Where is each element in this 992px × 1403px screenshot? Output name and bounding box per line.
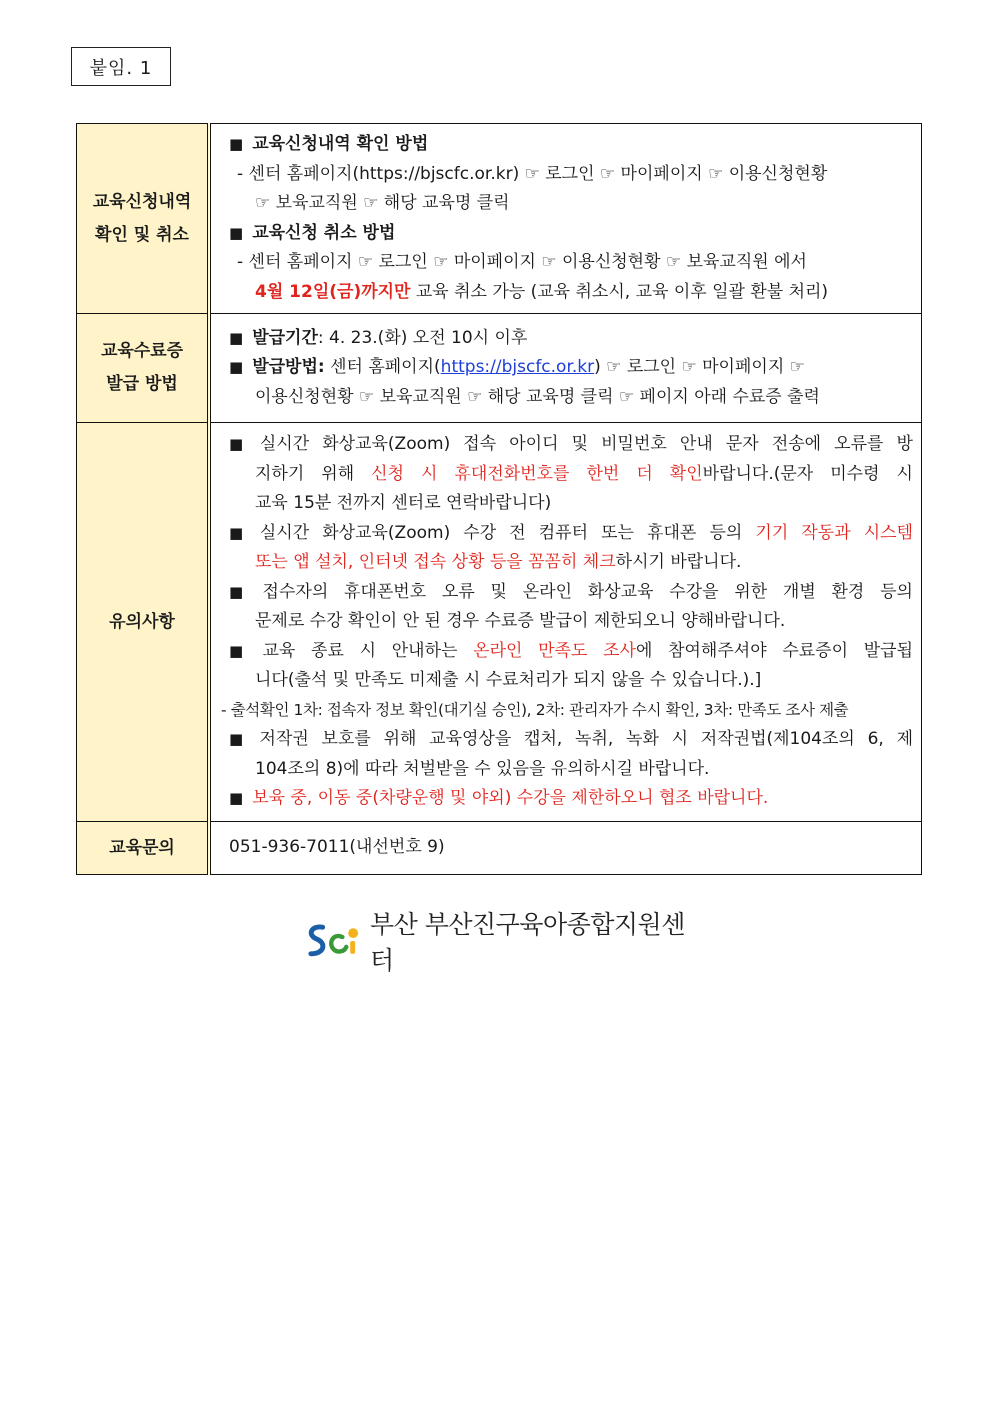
text-segment: 교육 종료 시 안내하는 xyxy=(262,640,474,661)
emphasis-text: 보육 중, 이동 중(차량운행 및 야외) 수강을 제한하오니 협조 바랍니다. xyxy=(252,788,769,809)
row-body-certificate xyxy=(209,314,922,423)
text-segment: 실시간 화상교육(Zoom) 접속 아이디 및 비밀번호 안내 문자 전송에 오류를 방 xyxy=(259,434,913,455)
center-name: 부산 부산진구육아종합지원센터 xyxy=(369,910,685,975)
bullet-square: ■ xyxy=(229,730,251,749)
info-table xyxy=(76,123,922,875)
section-title: 교육신청 취소 방법 xyxy=(252,222,396,243)
text-segment: 실시간 화상교육(Zoom) 수강 전 컴퓨터 또는 휴대폰 등의 xyxy=(259,522,756,543)
table-row xyxy=(77,124,922,314)
homepage-link[interactable]: https://bjscfc.or.kr xyxy=(440,357,595,378)
emphasis-text: 기기 작동과 시스템 xyxy=(755,522,913,543)
text-segment: ) ☞ 로그인 ☞ 마이페이지 ☞ xyxy=(594,357,805,378)
text-line: ☞ 보육교직원 ☞ 해당 교육명 클릭 xyxy=(255,193,510,213)
row-header-line: 교육수료증 xyxy=(100,341,184,361)
text-segment: 하시기 바랍니다. xyxy=(615,552,742,573)
bullet-square: ■ xyxy=(229,641,254,660)
row-header-inquiry xyxy=(77,822,210,875)
text-line: 교육 15분 전까지 센터로 연락바랍니다) xyxy=(255,493,552,514)
cancel-deadline: 4월 12일(금)까지만 xyxy=(255,281,411,302)
text-line: 교육 취소 가능 (교육 취소시, 교육 이후 일괄 환불 처리) xyxy=(410,281,829,302)
bullet-square: ■ xyxy=(229,135,244,153)
row-header-line: 발급 방법 xyxy=(106,374,178,394)
text-segment: 지하기 위해 xyxy=(255,463,372,484)
text-line: 104조의 8)에 따라 처벌받을 수 있음을 유의하시길 바랍니다. xyxy=(255,758,710,779)
bullet-square: ■ xyxy=(229,223,244,242)
center-logo-icon xyxy=(303,921,366,961)
text-segment: 저작권 보호를 위해 교육영상을 캡처, 녹취, 녹화 시 저작권법(제104조의 6, 제 xyxy=(259,729,913,750)
row-header-line: 확인 및 취소 xyxy=(95,224,189,245)
issue-period-label: 발급기간 xyxy=(252,327,318,348)
text-segment: 센터 홈페이지( xyxy=(324,357,441,378)
issue-method-label: 발급방법: xyxy=(252,357,325,378)
text-line: 니다(출석 및 만족도 미제출 시 수료처리가 되지 않을 수 있습니다.).] xyxy=(255,670,762,691)
emphasis-text: 신청 시 휴대전화번호를 한번 더 확인 xyxy=(371,463,703,484)
bullet-square: ■ xyxy=(229,328,244,347)
section-title: 교육신청내역 확인 방법 xyxy=(252,134,429,154)
attendance-note: - 출석확인 1차: 접속자 정보 확인(대기실 승인), 2차: 관리자가 수시 확인, 3차: 만족도 조사 제출 xyxy=(221,700,849,719)
bullet-square: ■ xyxy=(229,789,244,808)
text-line: - 센터 홈페이지 ☞ 로그인 ☞ 마이페이지 ☞ 이용신청현황 ☞ 보육교직원 에서 xyxy=(237,252,807,272)
row-body-notes xyxy=(209,423,922,822)
text-segment: 에 참여해주셔야 수료증이 발급됩 xyxy=(635,640,913,661)
bullet-square: ■ xyxy=(229,435,251,454)
bullet-square: ■ xyxy=(229,358,244,377)
text-segment: 바랍니다.(문자 미수령 시 xyxy=(702,463,913,484)
footer-logo xyxy=(303,910,703,975)
row-body-apply-check xyxy=(209,124,922,314)
row-header-line: 교육문의 xyxy=(109,837,175,858)
table-row xyxy=(77,314,922,423)
text-segment: 접수자의 휴대폰번호 오류 및 온라인 화상교육 수강을 위한 개별 환경 등의 xyxy=(262,581,913,602)
row-header-line: 교육신청내역 xyxy=(92,191,192,212)
attachment-label: 붙임. 1 xyxy=(71,47,171,86)
row-header-apply-check xyxy=(77,124,210,314)
emphasis-text: 또는 앱 설치, 인터넷 접속 상황 등을 꼼꼼히 체크 xyxy=(255,552,616,573)
contact-phone: 051-936-7011(내선번호 9) xyxy=(229,837,445,858)
table-row xyxy=(77,423,922,822)
text-line: 문제로 수강 확인이 안 된 경우 수료증 발급이 제한되오니 양해바랍니다. xyxy=(255,611,786,632)
text-line: 이용신청현황 ☞ 보육교직원 ☞ 해당 교육명 클릭 ☞ 페이지 아래 수료증 출력 xyxy=(255,386,820,407)
emphasis-text: 온라인 만족도 조사 xyxy=(473,640,636,661)
bullet-square: ■ xyxy=(229,582,254,601)
bullet-square: ■ xyxy=(229,523,251,542)
row-header-certificate xyxy=(77,314,210,423)
text-line: - 센터 홈페이지(https://bjscfc.or.kr) ☞ 로그인 ☞ 마이페이지 ☞ 이용신청현황 xyxy=(237,163,828,184)
issue-period-value: : 4. 23.(화) 오전 10시 이후 xyxy=(317,327,528,348)
row-body-inquiry xyxy=(209,822,922,875)
table-row xyxy=(77,822,922,875)
row-header-notes xyxy=(77,423,210,822)
row-header-line: 유의사항 xyxy=(109,611,175,632)
